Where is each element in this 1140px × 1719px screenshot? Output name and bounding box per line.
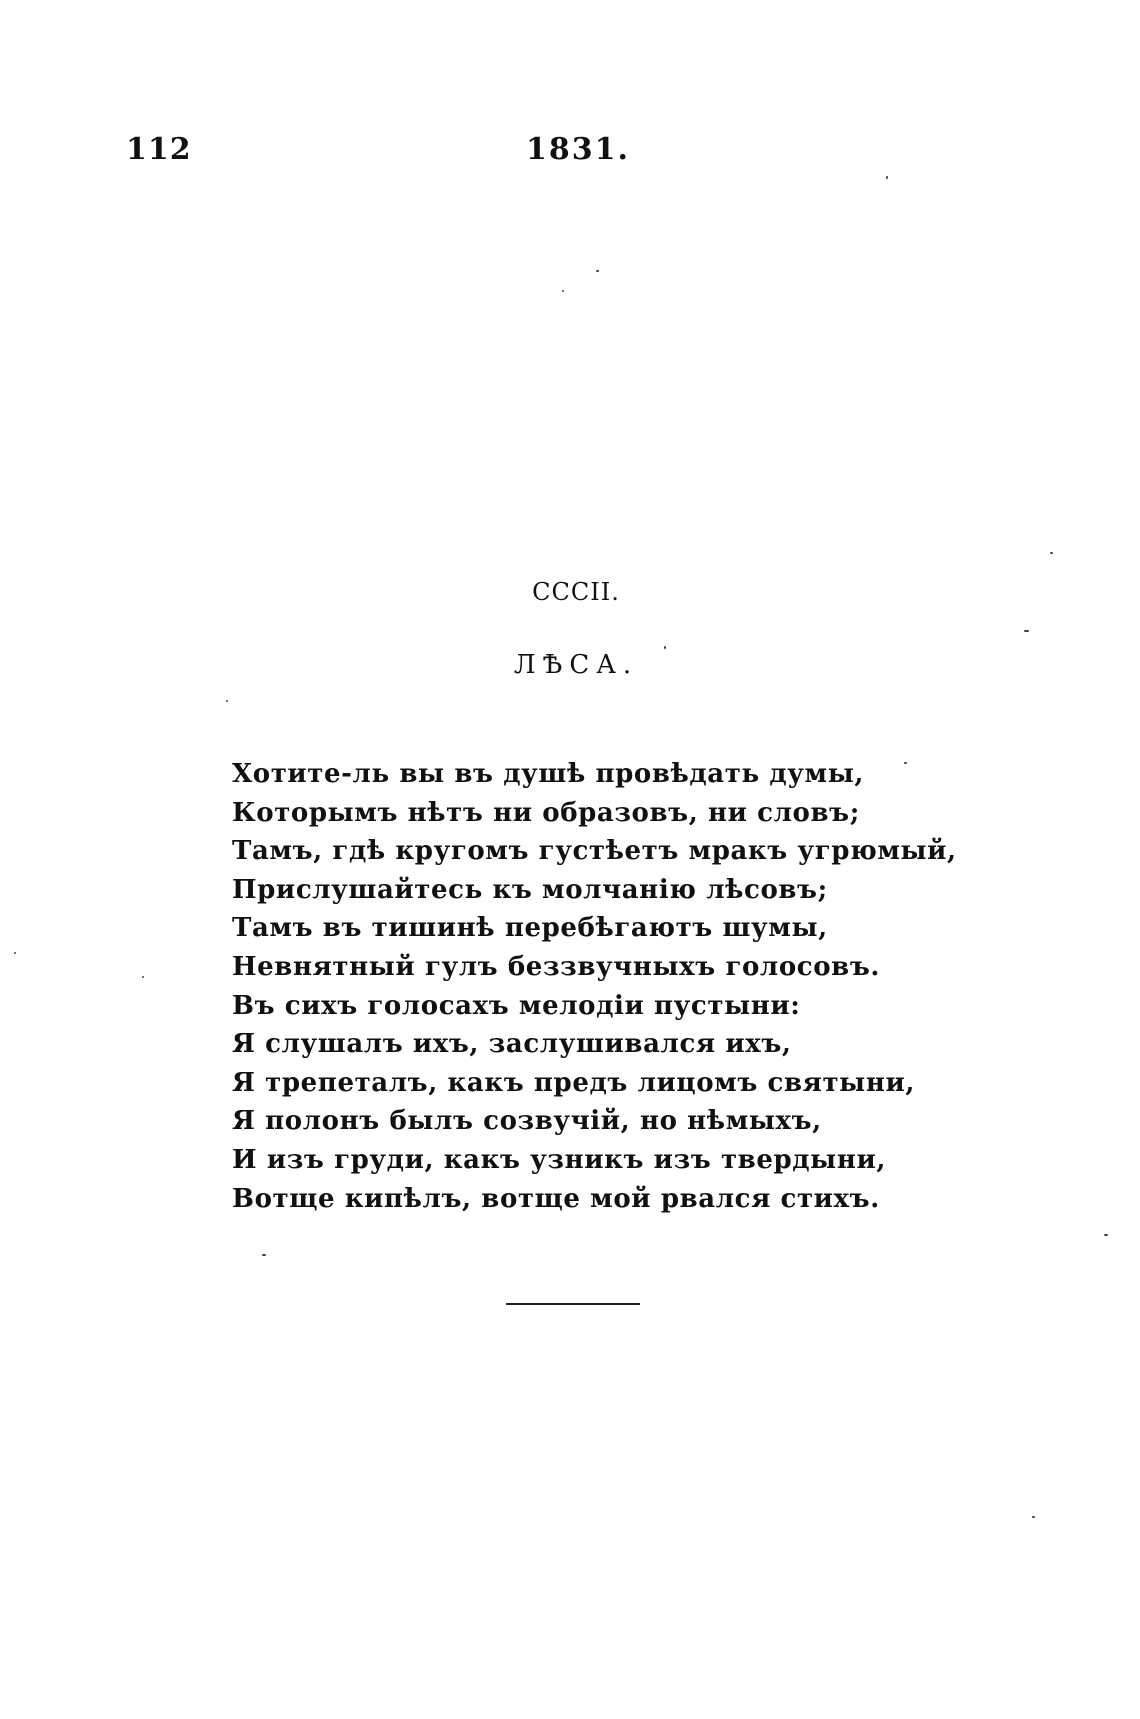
poem-line: Хотите-ль вы въ душѣ провѣдать думы, — [232, 759, 865, 789]
scan-speck — [1024, 630, 1029, 632]
scan-speck — [14, 952, 16, 954]
poem-line: И изъ груди, какъ узникъ изъ твердыни, — [232, 1144, 887, 1175]
poem-line: Которымъ нѣтъ ни образовъ, ни словъ; — [232, 797, 860, 828]
scan-speck — [226, 700, 228, 702]
scan-speck — [562, 290, 564, 292]
scan-speck — [262, 1254, 266, 1256]
poem-line: Прислушайтесь къ молчанію лѣсовъ; — [232, 874, 828, 905]
end-rule — [506, 1303, 640, 1305]
poem-number: CCCII. — [532, 578, 620, 606]
scan-speck — [1104, 1234, 1108, 1236]
poem-line: Въ сихъ голосахъ мелодіи пустыни: — [232, 990, 801, 1021]
poem-line: Тамъ, гдѣ кругомъ густѣетъ мракъ угрюмый, — [232, 836, 957, 867]
scan-speck — [664, 646, 666, 649]
scan-speck — [1050, 552, 1053, 554]
running-head-year: 1831. — [526, 132, 630, 167]
poem-title: ЛѢСА. — [513, 650, 639, 680]
scan-speck — [142, 976, 144, 978]
poem-line: Я трепеталъ, какъ предъ лицомъ святыни, — [232, 1067, 915, 1098]
scan-speck — [1032, 1516, 1035, 1518]
poem-line: Я полонъ былъ созвучій, но нѣмыхъ, — [232, 1106, 822, 1137]
poem-line: Вотще кипѣлъ, вотще мой рвался стихъ. — [232, 1183, 880, 1214]
scan-speck — [596, 270, 599, 272]
scan-speck — [886, 176, 888, 179]
poem-line: Я слушалъ ихъ, заслушивался ихъ, — [232, 1029, 792, 1060]
scan-speck — [904, 762, 907, 764]
poem-line: Невнятный гулъ беззвучныхъ голосовъ. — [232, 951, 881, 982]
page-number: 112 — [126, 132, 192, 167]
poem-line: Тамъ въ тишинѣ перебѣгаютъ шумы, — [232, 913, 828, 944]
poem-stanza — [232, 755, 957, 1218]
